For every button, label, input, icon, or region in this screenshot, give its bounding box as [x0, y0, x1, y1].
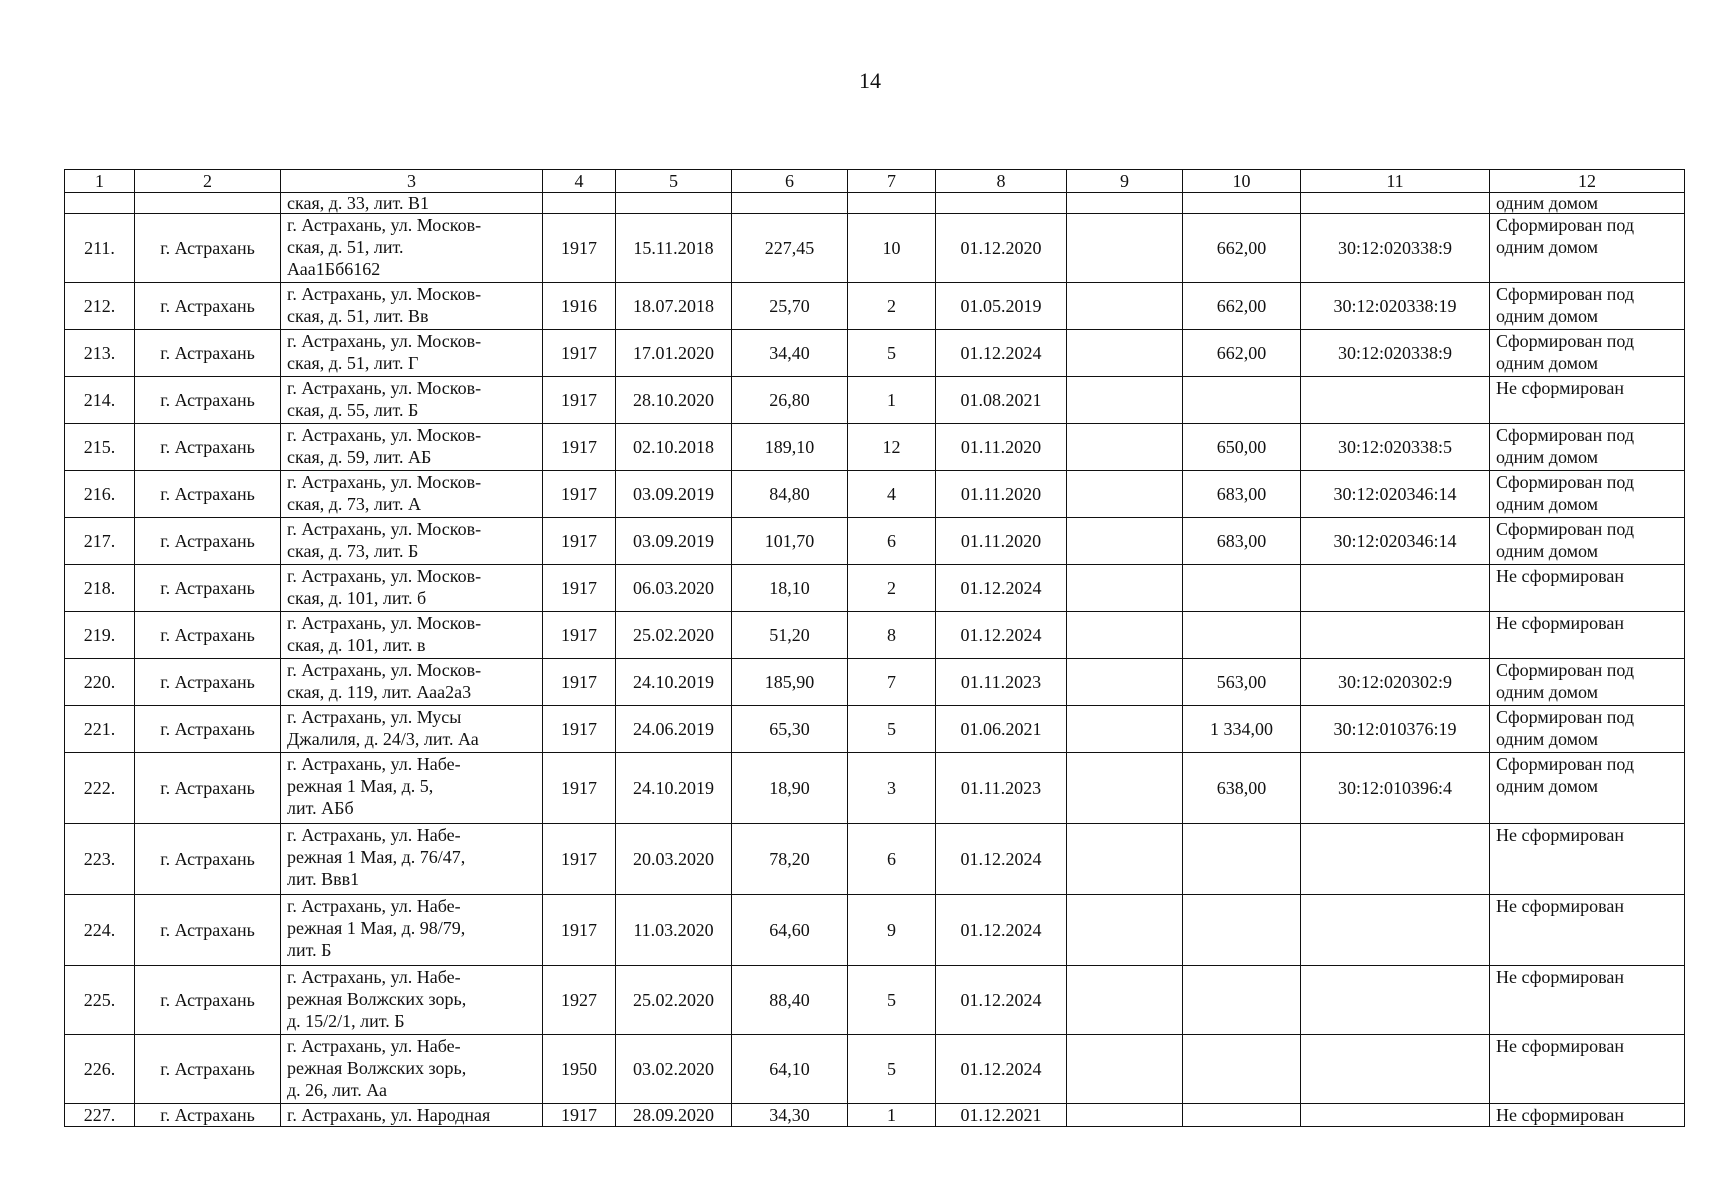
column-9-cell	[1067, 214, 1183, 283]
year-cell: 1927	[543, 966, 616, 1035]
land-area-cell: 638,00	[1183, 753, 1301, 824]
term-cell: 01.12.2024	[936, 1035, 1067, 1104]
city-cell: г. Астрахань	[135, 330, 281, 377]
address-cell: г. Астрахань, ул. Набе- режная 1 Мая, д. 5, лит. АБб	[281, 753, 543, 824]
row-number: 220.	[65, 659, 135, 706]
column-9-cell	[1067, 518, 1183, 565]
status-cell: Сформирован под одним домом	[1490, 518, 1685, 565]
cadastral-number-cell: 30:12:010376:19	[1301, 706, 1490, 753]
count-cell	[848, 193, 936, 214]
address-cell: г. Астрахань, ул. Москов- ская, д. 59, лит. АБ	[281, 424, 543, 471]
column-9-cell	[1067, 377, 1183, 424]
city-cell: г. Астрахань	[135, 706, 281, 753]
count-cell: 6	[848, 824, 936, 895]
address-cell: г. Астрахань, ул. Народная	[281, 1104, 543, 1127]
city-cell: г. Астрахань	[135, 659, 281, 706]
status-cell: одним домом	[1490, 193, 1685, 214]
address-cell: г. Астрахань, ул. Набе- режная 1 Мая, д. 76/47, лит. Ввв1	[281, 824, 543, 895]
status-cell: Сформирован под одним домом	[1490, 659, 1685, 706]
land-area-cell	[1183, 966, 1301, 1035]
city-cell: г. Астрахань	[135, 966, 281, 1035]
date-cell: 25.02.2020	[616, 966, 732, 1035]
table-row	[65, 471, 1685, 518]
count-cell: 1	[848, 377, 936, 424]
land-area-cell: 662,00	[1183, 330, 1301, 377]
city-cell: г. Астрахань	[135, 1035, 281, 1104]
column-header: 4	[543, 170, 616, 193]
area-cell: 78,20	[732, 824, 848, 895]
column-header: 1	[65, 170, 135, 193]
date-cell: 20.03.2020	[616, 824, 732, 895]
address-cell: г. Астрахань, ул. Москов- ская, д. 51, лит. Ааа1Бб6162	[281, 214, 543, 283]
year-cell	[543, 193, 616, 214]
term-cell: 01.11.2020	[936, 424, 1067, 471]
cadastral-number-cell: 30:12:020346:14	[1301, 471, 1490, 518]
count-cell: 10	[848, 214, 936, 283]
year-cell: 1917	[543, 659, 616, 706]
year-cell: 1917	[543, 706, 616, 753]
count-cell: 5	[848, 1035, 936, 1104]
city-cell: г. Астрахань	[135, 214, 281, 283]
status-cell: Не сформирован	[1490, 565, 1685, 612]
row-number: 219.	[65, 612, 135, 659]
address-cell: г. Астрахань, ул. Набе- режная Волжских зорь, д. 15/2/1, лит. Б	[281, 966, 543, 1035]
status-cell: Не сформирован	[1490, 966, 1685, 1035]
column-9-cell	[1067, 193, 1183, 214]
cadastral-number-cell: 30:12:020338:5	[1301, 424, 1490, 471]
address-cell: г. Астрахань, ул. Москов- ская, д. 73, лит. А	[281, 471, 543, 518]
land-area-cell	[1183, 565, 1301, 612]
table-header-row	[65, 170, 1685, 193]
city-cell: г. Астрахань	[135, 1104, 281, 1127]
row-number: 221.	[65, 706, 135, 753]
table-row	[65, 1035, 1685, 1104]
row-number: 227.	[65, 1104, 135, 1127]
date-cell: 02.10.2018	[616, 424, 732, 471]
column-header: 11	[1301, 170, 1490, 193]
land-area-cell	[1183, 895, 1301, 966]
row-number: 226.	[65, 1035, 135, 1104]
table-row	[65, 753, 1685, 824]
status-cell: Сформирован под одним домом	[1490, 706, 1685, 753]
term-cell: 01.11.2020	[936, 518, 1067, 565]
term-cell: 01.12.2024	[936, 612, 1067, 659]
land-area-cell	[1183, 377, 1301, 424]
status-cell: Сформирован под одним домом	[1490, 283, 1685, 330]
date-cell: 28.09.2020	[616, 1104, 732, 1127]
year-cell: 1917	[543, 471, 616, 518]
term-cell: 01.08.2021	[936, 377, 1067, 424]
count-cell: 5	[848, 706, 936, 753]
land-area-cell: 650,00	[1183, 424, 1301, 471]
address-cell: г. Астрахань, ул. Москов- ская, д. 55, лит. Б	[281, 377, 543, 424]
land-area-cell	[1183, 612, 1301, 659]
column-9-cell	[1067, 966, 1183, 1035]
area-cell: 65,30	[732, 706, 848, 753]
term-cell: 01.12.2024	[936, 330, 1067, 377]
page-number: 14	[859, 68, 881, 93]
row-number: 211.	[65, 214, 135, 283]
city-cell: г. Астрахань	[135, 518, 281, 565]
city-cell	[135, 193, 281, 214]
city-cell: г. Астрахань	[135, 471, 281, 518]
area-cell: 64,10	[732, 1035, 848, 1104]
table-body	[65, 193, 1685, 1127]
status-cell: Сформирован под одним домом	[1490, 214, 1685, 283]
year-cell: 1917	[543, 824, 616, 895]
city-cell: г. Астрахань	[135, 612, 281, 659]
year-cell: 1950	[543, 1035, 616, 1104]
column-header: 3	[281, 170, 543, 193]
cadastral-number-cell	[1301, 895, 1490, 966]
city-cell: г. Астрахань	[135, 895, 281, 966]
row-number: 215.	[65, 424, 135, 471]
row-number: 217.	[65, 518, 135, 565]
count-cell: 8	[848, 612, 936, 659]
city-cell: г. Астрахань	[135, 283, 281, 330]
cadastral-number-cell	[1301, 1035, 1490, 1104]
row-number	[65, 193, 135, 214]
address-cell: г. Астрахань, ул. Москов- ская, д. 73, лит. Б	[281, 518, 543, 565]
year-cell: 1917	[543, 330, 616, 377]
date-cell: 03.09.2019	[616, 471, 732, 518]
area-cell: 34,30	[732, 1104, 848, 1127]
date-cell: 15.11.2018	[616, 214, 732, 283]
address-cell: г. Астрахань, ул. Москов- ская, д. 51, лит. Г	[281, 330, 543, 377]
area-cell: 25,70	[732, 283, 848, 330]
count-cell: 2	[848, 565, 936, 612]
column-9-cell	[1067, 1104, 1183, 1127]
row-number: 218.	[65, 565, 135, 612]
date-cell	[616, 193, 732, 214]
row-number: 214.	[65, 377, 135, 424]
row-number: 212.	[65, 283, 135, 330]
land-area-cell	[1183, 1035, 1301, 1104]
year-cell: 1917	[543, 895, 616, 966]
column-9-cell	[1067, 659, 1183, 706]
status-cell: Сформирован под одним домом	[1490, 330, 1685, 377]
column-header: 6	[732, 170, 848, 193]
column-header: 5	[616, 170, 732, 193]
city-cell: г. Астрахань	[135, 424, 281, 471]
column-header: 8	[936, 170, 1067, 193]
count-cell: 3	[848, 753, 936, 824]
date-cell: 18.07.2018	[616, 283, 732, 330]
table-row	[65, 612, 1685, 659]
status-cell: Не сформирован	[1490, 612, 1685, 659]
row-number: 225.	[65, 966, 135, 1035]
table-row	[65, 193, 1685, 214]
year-cell: 1917	[543, 377, 616, 424]
area-cell: 51,20	[732, 612, 848, 659]
column-9-cell	[1067, 824, 1183, 895]
status-cell: Не сформирован	[1490, 1104, 1685, 1127]
date-cell: 06.03.2020	[616, 565, 732, 612]
status-cell: Не сформирован	[1490, 895, 1685, 966]
column-9-cell	[1067, 706, 1183, 753]
count-cell: 5	[848, 966, 936, 1035]
land-area-cell: 662,00	[1183, 214, 1301, 283]
city-cell: г. Астрахань	[135, 824, 281, 895]
column-header: 7	[848, 170, 936, 193]
term-cell	[936, 193, 1067, 214]
year-cell: 1916	[543, 283, 616, 330]
address-cell: г. Астрахань, ул. Москов- ская, д. 51, лит. Вв	[281, 283, 543, 330]
address-cell: г. Астрахань, ул. Набе- режная 1 Мая, д. 98/79, лит. Б	[281, 895, 543, 966]
count-cell: 9	[848, 895, 936, 966]
area-cell	[732, 193, 848, 214]
table-row	[65, 659, 1685, 706]
term-cell: 01.11.2023	[936, 659, 1067, 706]
area-cell: 227,45	[732, 214, 848, 283]
cadastral-number-cell: 30:12:020338:9	[1301, 214, 1490, 283]
count-cell: 7	[848, 659, 936, 706]
date-cell: 17.01.2020	[616, 330, 732, 377]
term-cell: 01.11.2020	[936, 471, 1067, 518]
column-header: 12	[1490, 170, 1685, 193]
year-cell: 1917	[543, 565, 616, 612]
date-cell: 24.10.2019	[616, 753, 732, 824]
cadastral-number-cell	[1301, 565, 1490, 612]
registry-table	[64, 169, 1685, 1127]
column-9-cell	[1067, 1035, 1183, 1104]
table-row	[65, 424, 1685, 471]
date-cell: 03.09.2019	[616, 518, 732, 565]
address-cell: ская, д. 33, лит. В1	[281, 193, 543, 214]
year-cell: 1917	[543, 424, 616, 471]
row-number: 223.	[65, 824, 135, 895]
term-cell: 01.12.2024	[936, 966, 1067, 1035]
cadastral-number-cell	[1301, 612, 1490, 659]
date-cell: 25.02.2020	[616, 612, 732, 659]
column-9-cell	[1067, 612, 1183, 659]
status-cell: Не сформирован	[1490, 1035, 1685, 1104]
year-cell: 1917	[543, 518, 616, 565]
land-area-cell: 1 334,00	[1183, 706, 1301, 753]
count-cell: 12	[848, 424, 936, 471]
land-area-cell: 683,00	[1183, 518, 1301, 565]
table-row	[65, 966, 1685, 1035]
address-cell: г. Астрахань, ул. Москов- ская, д. 101, лит. в	[281, 612, 543, 659]
table-row	[65, 283, 1685, 330]
area-cell: 189,10	[732, 424, 848, 471]
cadastral-number-cell: 30:12:020346:14	[1301, 518, 1490, 565]
year-cell: 1917	[543, 612, 616, 659]
area-cell: 26,80	[732, 377, 848, 424]
area-cell: 185,90	[732, 659, 848, 706]
column-header: 2	[135, 170, 281, 193]
column-9-cell	[1067, 471, 1183, 518]
land-area-cell	[1183, 1104, 1301, 1127]
date-cell: 24.10.2019	[616, 659, 732, 706]
cadastral-number-cell: 30:12:020302:9	[1301, 659, 1490, 706]
area-cell: 18,90	[732, 753, 848, 824]
land-area-cell	[1183, 824, 1301, 895]
column-9-cell	[1067, 895, 1183, 966]
count-cell: 1	[848, 1104, 936, 1127]
column-9-cell	[1067, 330, 1183, 377]
land-area-cell: 683,00	[1183, 471, 1301, 518]
table-row	[65, 895, 1685, 966]
table-row	[65, 377, 1685, 424]
table-row	[65, 706, 1685, 753]
term-cell: 01.06.2021	[936, 706, 1067, 753]
city-cell: г. Астрахань	[135, 565, 281, 612]
land-area-cell	[1183, 193, 1301, 214]
count-cell: 6	[848, 518, 936, 565]
table-row	[65, 565, 1685, 612]
area-cell: 34,40	[732, 330, 848, 377]
year-cell: 1917	[543, 753, 616, 824]
cadastral-number-cell	[1301, 1104, 1490, 1127]
address-cell: г. Астрахань, ул. Москов- ская, д. 119, лит. Ааа2а3	[281, 659, 543, 706]
table-row	[65, 1104, 1685, 1127]
status-cell: Сформирован под одним домом	[1490, 753, 1685, 824]
column-header: 10	[1183, 170, 1301, 193]
term-cell: 01.05.2019	[936, 283, 1067, 330]
term-cell: 01.11.2023	[936, 753, 1067, 824]
term-cell: 01.12.2024	[936, 565, 1067, 612]
cadastral-number-cell	[1301, 824, 1490, 895]
land-area-cell: 662,00	[1183, 283, 1301, 330]
cadastral-number-cell	[1301, 193, 1490, 214]
row-number: 222.	[65, 753, 135, 824]
status-cell: Сформирован под одним домом	[1490, 424, 1685, 471]
table-row	[65, 330, 1685, 377]
cadastral-number-cell	[1301, 966, 1490, 1035]
column-9-cell	[1067, 283, 1183, 330]
status-cell: Сформирован под одним домом	[1490, 471, 1685, 518]
date-cell: 28.10.2020	[616, 377, 732, 424]
year-cell: 1917	[543, 1104, 616, 1127]
column-header: 9	[1067, 170, 1183, 193]
cadastral-number-cell: 30:12:020338:9	[1301, 330, 1490, 377]
cadastral-number-cell: 30:12:020338:19	[1301, 283, 1490, 330]
column-9-cell	[1067, 424, 1183, 471]
table-row	[65, 214, 1685, 283]
cadastral-number-cell	[1301, 377, 1490, 424]
date-cell: 11.03.2020	[616, 895, 732, 966]
count-cell: 5	[848, 330, 936, 377]
term-cell: 01.12.2020	[936, 214, 1067, 283]
column-9-cell	[1067, 565, 1183, 612]
table-row	[65, 824, 1685, 895]
area-cell: 64,60	[732, 895, 848, 966]
count-cell: 4	[848, 471, 936, 518]
date-cell: 24.06.2019	[616, 706, 732, 753]
count-cell: 2	[848, 283, 936, 330]
address-cell: г. Астрахань, ул. Набе- режная Волжских зорь, д. 26, лит. Аа	[281, 1035, 543, 1104]
area-cell: 18,10	[732, 565, 848, 612]
term-cell: 01.12.2024	[936, 824, 1067, 895]
city-cell: г. Астрахань	[135, 753, 281, 824]
date-cell: 03.02.2020	[616, 1035, 732, 1104]
status-cell: Не сформирован	[1490, 377, 1685, 424]
area-cell: 88,40	[732, 966, 848, 1035]
term-cell: 01.12.2024	[936, 895, 1067, 966]
term-cell: 01.12.2021	[936, 1104, 1067, 1127]
area-cell: 84,80	[732, 471, 848, 518]
table-row	[65, 518, 1685, 565]
status-cell: Не сформирован	[1490, 824, 1685, 895]
cadastral-number-cell: 30:12:010396:4	[1301, 753, 1490, 824]
address-cell: г. Астрахань, ул. Мусы Джалиля, д. 24/3, лит. Аа	[281, 706, 543, 753]
area-cell: 101,70	[732, 518, 848, 565]
year-cell: 1917	[543, 214, 616, 283]
column-9-cell	[1067, 753, 1183, 824]
row-number: 213.	[65, 330, 135, 377]
address-cell: г. Астрахань, ул. Москов- ская, д. 101, лит. б	[281, 565, 543, 612]
row-number: 224.	[65, 895, 135, 966]
row-number: 216.	[65, 471, 135, 518]
land-area-cell: 563,00	[1183, 659, 1301, 706]
city-cell: г. Астрахань	[135, 377, 281, 424]
